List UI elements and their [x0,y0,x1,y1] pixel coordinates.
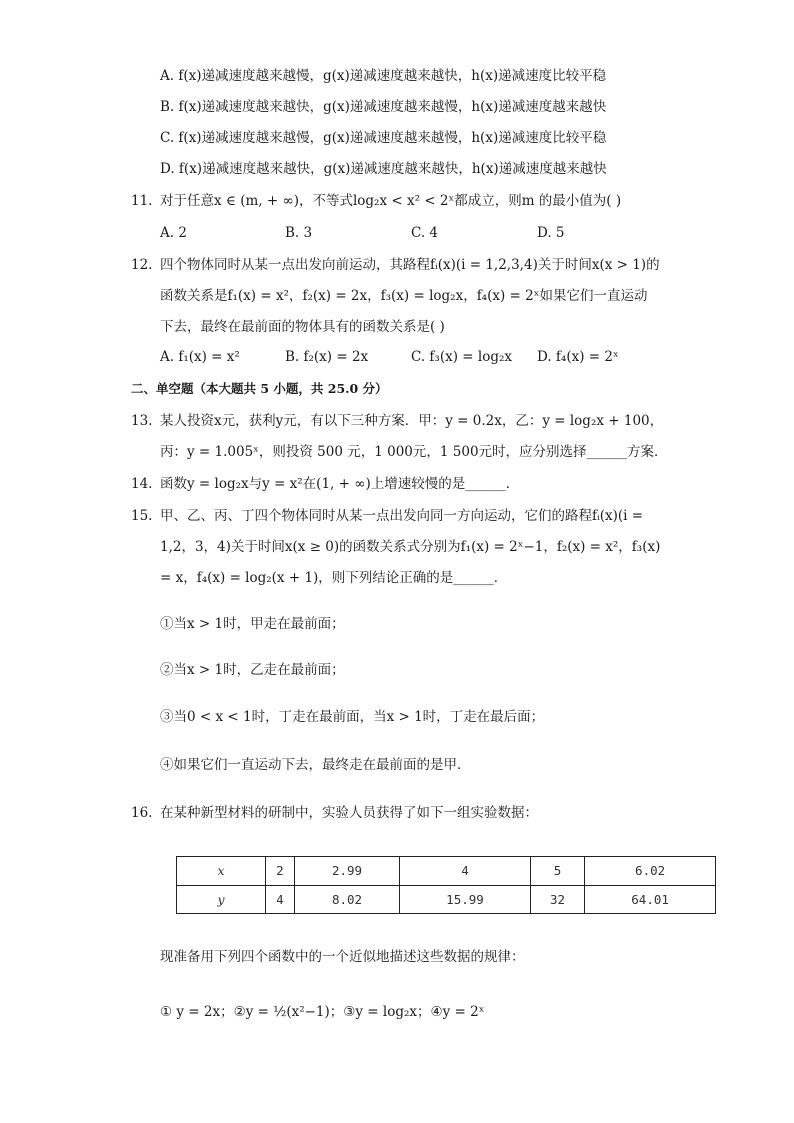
table-row [177,857,716,886]
q15-stem-line-2: 1,2，3，4)关于时间x(x ≥ 0)的函数关系式分别为f₁(x) = 2ˣ−1，f₂(x) = x²，f₃(x) [160,539,661,555]
q11-option-b: B. 3 [285,225,313,241]
experiment-data-table [176,856,716,914]
q12-option-d: D. f₄(x) = 2ˣ [537,349,619,365]
q14-number: 14. [131,476,153,492]
q16-followup: 现准备用下列四个函数中的一个近似地描述这些数据的规律： [160,949,525,965]
q15-stem-line-1: 甲、乙、丙、丁四个物体同时从某一点出发向同一方向运动，它们的路程fᵢ(x)(i = [160,508,644,524]
q10-option-c: C. f(x)递减速度越来越慢，g(x)递减速度越来越慢，h(x)递减速度比较平稳 [160,130,607,146]
q10-option-d: D. f(x)递减速度越来越快，g(x)递减速度越来越快，h(x)递减速度越来越快 [160,161,607,177]
table-cell: 2 [266,857,295,886]
q11-option-a: A. 2 [160,225,187,241]
q12-option-b: B. f₂(x) = 2x [285,349,369,365]
table-cell: 6.02 [585,857,716,886]
q15-statement-3: ③当0 < x < 1时，丁走在最前面，当x > 1时，丁走在最后面； [160,709,545,725]
q11-option-c: C. 4 [411,225,439,241]
q16-function-choices: ① y = 2x；②y = ½(x²−1)；③y = log₂x；④y = 2ˣ [160,1004,485,1020]
q12-number: 12. [131,257,153,273]
q10-option-b: B. f(x)递减速度越来越快，g(x)递减速度越来越慢，h(x)递减速度越来越快 [160,99,607,115]
q11-option-d: D. 5 [537,225,565,241]
q13-number: 13. [131,413,153,429]
q10-option-a: A. f(x)递减速度越来越慢，g(x)递减速度越来越快，h(x)递减速度比较平稳 [160,68,607,84]
table-cell: 32 [530,885,584,914]
table-cell: 2.99 [294,857,399,886]
table-cell: 15.99 [400,885,531,914]
q15-statement-1: ①当x > 1时，甲走在最前面； [160,616,345,632]
section-heading: 二、单空题（本大题共 5 小题，共 25.0 分） [131,381,388,396]
q12-stem-line-3: 下去，最终在最前面的物体具有的函数关系是( ) [160,319,445,335]
q11-number: 11. [131,193,153,209]
q15-statement-2: ②当x > 1时，乙走在最前面； [160,662,345,678]
table-cell: 4 [266,885,295,914]
q16-number: 16. [131,805,153,821]
table-cell: 5 [530,857,584,886]
table-cell: 64.01 [585,885,716,914]
q16-stem: 在某种新型材料的研制中，实验人员获得了如下一组实验数据： [160,805,538,821]
table-cell: y [177,885,266,914]
q12-stem-line-1: 四个物体同时从某一点出发向前运动，其路程fᵢ(x)(i = 1,2,3,4)关于时间x(x > 1)的 [160,257,660,273]
table-cell: 4 [400,857,531,886]
table-cell: x [177,857,266,886]
q12-option-a: A. f₁(x) = x² [160,349,240,365]
q12-option-c: C. f₃(x) = log₂x [411,349,512,365]
q15-stem-line-3: = x，f₄(x) = log₂(x + 1)，则下列结论正确的是______． [160,570,508,586]
q14-stem: 函数y = log₂x与y = x²在(1, + ∞)上增速较慢的是______． [160,476,520,492]
q15-statement-4: ④如果它们一直运动下去，最终走在最前面的是甲． [160,757,471,773]
q13-stem-line-1: 某人投资x元，获利y元，有以下三种方案．甲：y = 0.2x，乙：y = log₂x + 100， [160,413,664,429]
q12-stem-line-2: 函数关系是f₁(x) = x²，f₂(x) = 2x，f₃(x) = log₂x，f₄(x) = 2ˣ如果它们一直运动 [160,288,648,304]
table-row [177,885,716,914]
q15-number: 15. [131,508,153,524]
q13-stem-line-2: 丙：y = 1.005ˣ，则投资 500 元，1 000元，1 500元时，应分别选择______方案． [160,444,668,460]
q11-stem: 对于任意x ∈ (m, + ∞)，不等式log₂x < x² < 2ˣ都成立，则m 的最小值为( ) [160,193,622,209]
table-cell: 8.02 [294,885,399,914]
